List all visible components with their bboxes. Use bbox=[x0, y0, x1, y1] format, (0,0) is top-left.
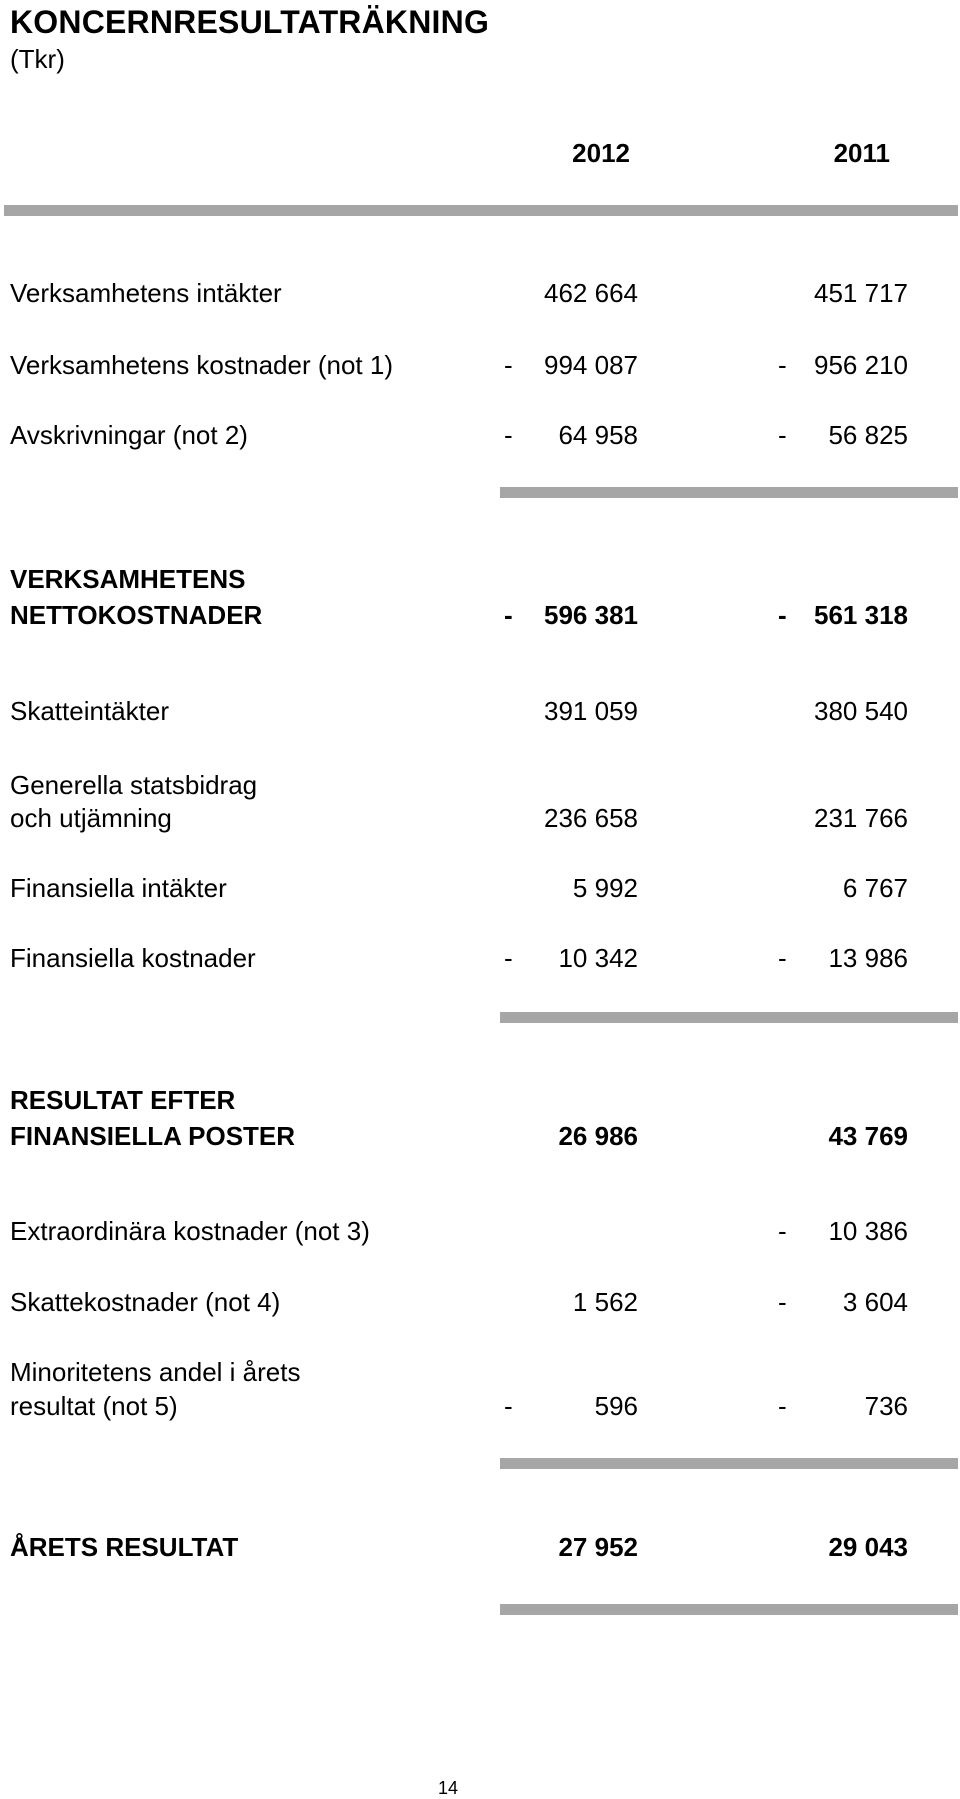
value-2011-skatteintakter: 380 540 bbox=[814, 696, 908, 726]
value-2012-finansiella-kostnader: 10 342 bbox=[558, 943, 638, 973]
value-2012-resultat-efter: 26 986 bbox=[558, 1121, 638, 1151]
row-label-avskrivningar: Avskrivningar (not 2) bbox=[10, 420, 248, 450]
header-divider bbox=[4, 205, 958, 216]
sign-2012-finansiella-kostnader: - bbox=[504, 943, 513, 973]
row-label-finansiella-intakter: Finansiella intäkter bbox=[10, 873, 227, 903]
row-label-skattekostnader: Skattekostnader (not 4) bbox=[10, 1287, 281, 1317]
value-2011-verksamhetens-kostnader: 956 210 bbox=[814, 350, 908, 380]
subtotal-divider bbox=[500, 487, 958, 498]
row-label-extraordinara-kostnader: Extraordinära kostnader (not 3) bbox=[10, 1216, 370, 1246]
row-label-minoritetens-andel-line1: Minoritetens andel i årets bbox=[10, 1357, 301, 1387]
sign-2011-extraordinara-kostnader: - bbox=[778, 1216, 787, 1246]
value-2011-skattekostnader: 3 604 bbox=[842, 1287, 908, 1317]
value-2012-nettokostnader: 596 381 bbox=[544, 600, 638, 630]
row-label-statsbidrag-line2: och utjämning bbox=[10, 803, 172, 833]
total-divider bbox=[500, 1604, 958, 1615]
value-2012-arets-resultat: 27 952 bbox=[558, 1532, 638, 1562]
sign-2012-minoritetens-andel: - bbox=[504, 1391, 513, 1421]
value-2011-verksamhetens-intakter: 451 717 bbox=[814, 278, 908, 308]
sign-2011-finansiella-kostnader: - bbox=[778, 943, 787, 973]
value-2012-finansiella-intakter: 5 992 bbox=[572, 873, 638, 903]
unit-label: (Tkr) bbox=[10, 44, 65, 74]
sign-2011-skattekostnader: - bbox=[778, 1287, 787, 1317]
row-label-arets-resultat: ÅRETS RESULTAT bbox=[10, 1532, 239, 1562]
sign-2011-minoritetens-andel: - bbox=[778, 1391, 787, 1421]
row-label-minoritetens-andel-line2: resultat (not 5) bbox=[10, 1391, 178, 1421]
row-label-finansiella-kostnader: Finansiella kostnader bbox=[10, 943, 256, 973]
value-2012-skattekostnader: 1 562 bbox=[572, 1287, 638, 1317]
sign-2012-nettokostnader: - bbox=[504, 600, 513, 630]
sign-2011-verksamhetens-kostnader: - bbox=[778, 350, 787, 380]
row-label-verksamhetens-kostnader: Verksamhetens kostnader (not 1) bbox=[10, 350, 393, 380]
row-label-resultat-efter-line2: FINANSIELLA POSTER bbox=[10, 1121, 296, 1151]
value-2011-finansiella-intakter: 6 767 bbox=[842, 873, 908, 903]
value-2011-minoritetens-andel: 736 bbox=[864, 1391, 908, 1421]
sign-2012-verksamhetens-kostnader: - bbox=[504, 350, 513, 380]
value-2012-skatteintakter: 391 059 bbox=[544, 696, 638, 726]
sign-2011-nettokostnader: - bbox=[778, 600, 787, 630]
value-2012-verksamhetens-intakter: 462 664 bbox=[544, 278, 638, 308]
row-label-verksamhetens-intakter: Verksamhetens intäkter bbox=[10, 278, 282, 308]
subtotal-divider bbox=[500, 1458, 958, 1469]
sign-2011-avskrivningar: - bbox=[778, 420, 787, 450]
value-2012-minoritetens-andel: 596 bbox=[594, 1391, 638, 1421]
value-2012-verksamhetens-kostnader: 994 087 bbox=[544, 350, 638, 380]
value-2011-extraordinara-kostnader: 10 386 bbox=[828, 1216, 908, 1246]
value-2011-avskrivningar: 56 825 bbox=[828, 420, 908, 450]
row-label-nettokostnader-line2: NETTOKOSTNADER bbox=[10, 600, 263, 630]
row-label-nettokostnader-line1: VERKSAMHETENS bbox=[10, 564, 246, 594]
value-2011-finansiella-kostnader: 13 986 bbox=[828, 943, 908, 973]
value-2012-avskrivningar: 64 958 bbox=[558, 420, 638, 450]
value-2012-statsbidrag: 236 658 bbox=[544, 803, 638, 833]
row-label-resultat-efter-line1: RESULTAT EFTER bbox=[10, 1085, 236, 1115]
value-2011-statsbidrag: 231 766 bbox=[814, 803, 908, 833]
page-title: KONCERNRESULTATRÄKNING bbox=[10, 4, 490, 40]
page-number: 14 bbox=[438, 1778, 459, 1798]
value-2011-resultat-efter: 43 769 bbox=[828, 1121, 908, 1151]
year-header-2011: 2011 bbox=[833, 138, 890, 168]
value-2011-nettokostnader: 561 318 bbox=[814, 600, 908, 630]
subtotal-divider bbox=[500, 1012, 958, 1023]
sign-2012-avskrivningar: - bbox=[504, 420, 513, 450]
value-2011-arets-resultat: 29 043 bbox=[828, 1532, 908, 1562]
row-label-statsbidrag-line1: Generella statsbidrag bbox=[10, 770, 258, 800]
row-label-skatteintakter: Skatteintäkter bbox=[10, 696, 169, 726]
year-header-2012: 2012 bbox=[572, 138, 630, 168]
